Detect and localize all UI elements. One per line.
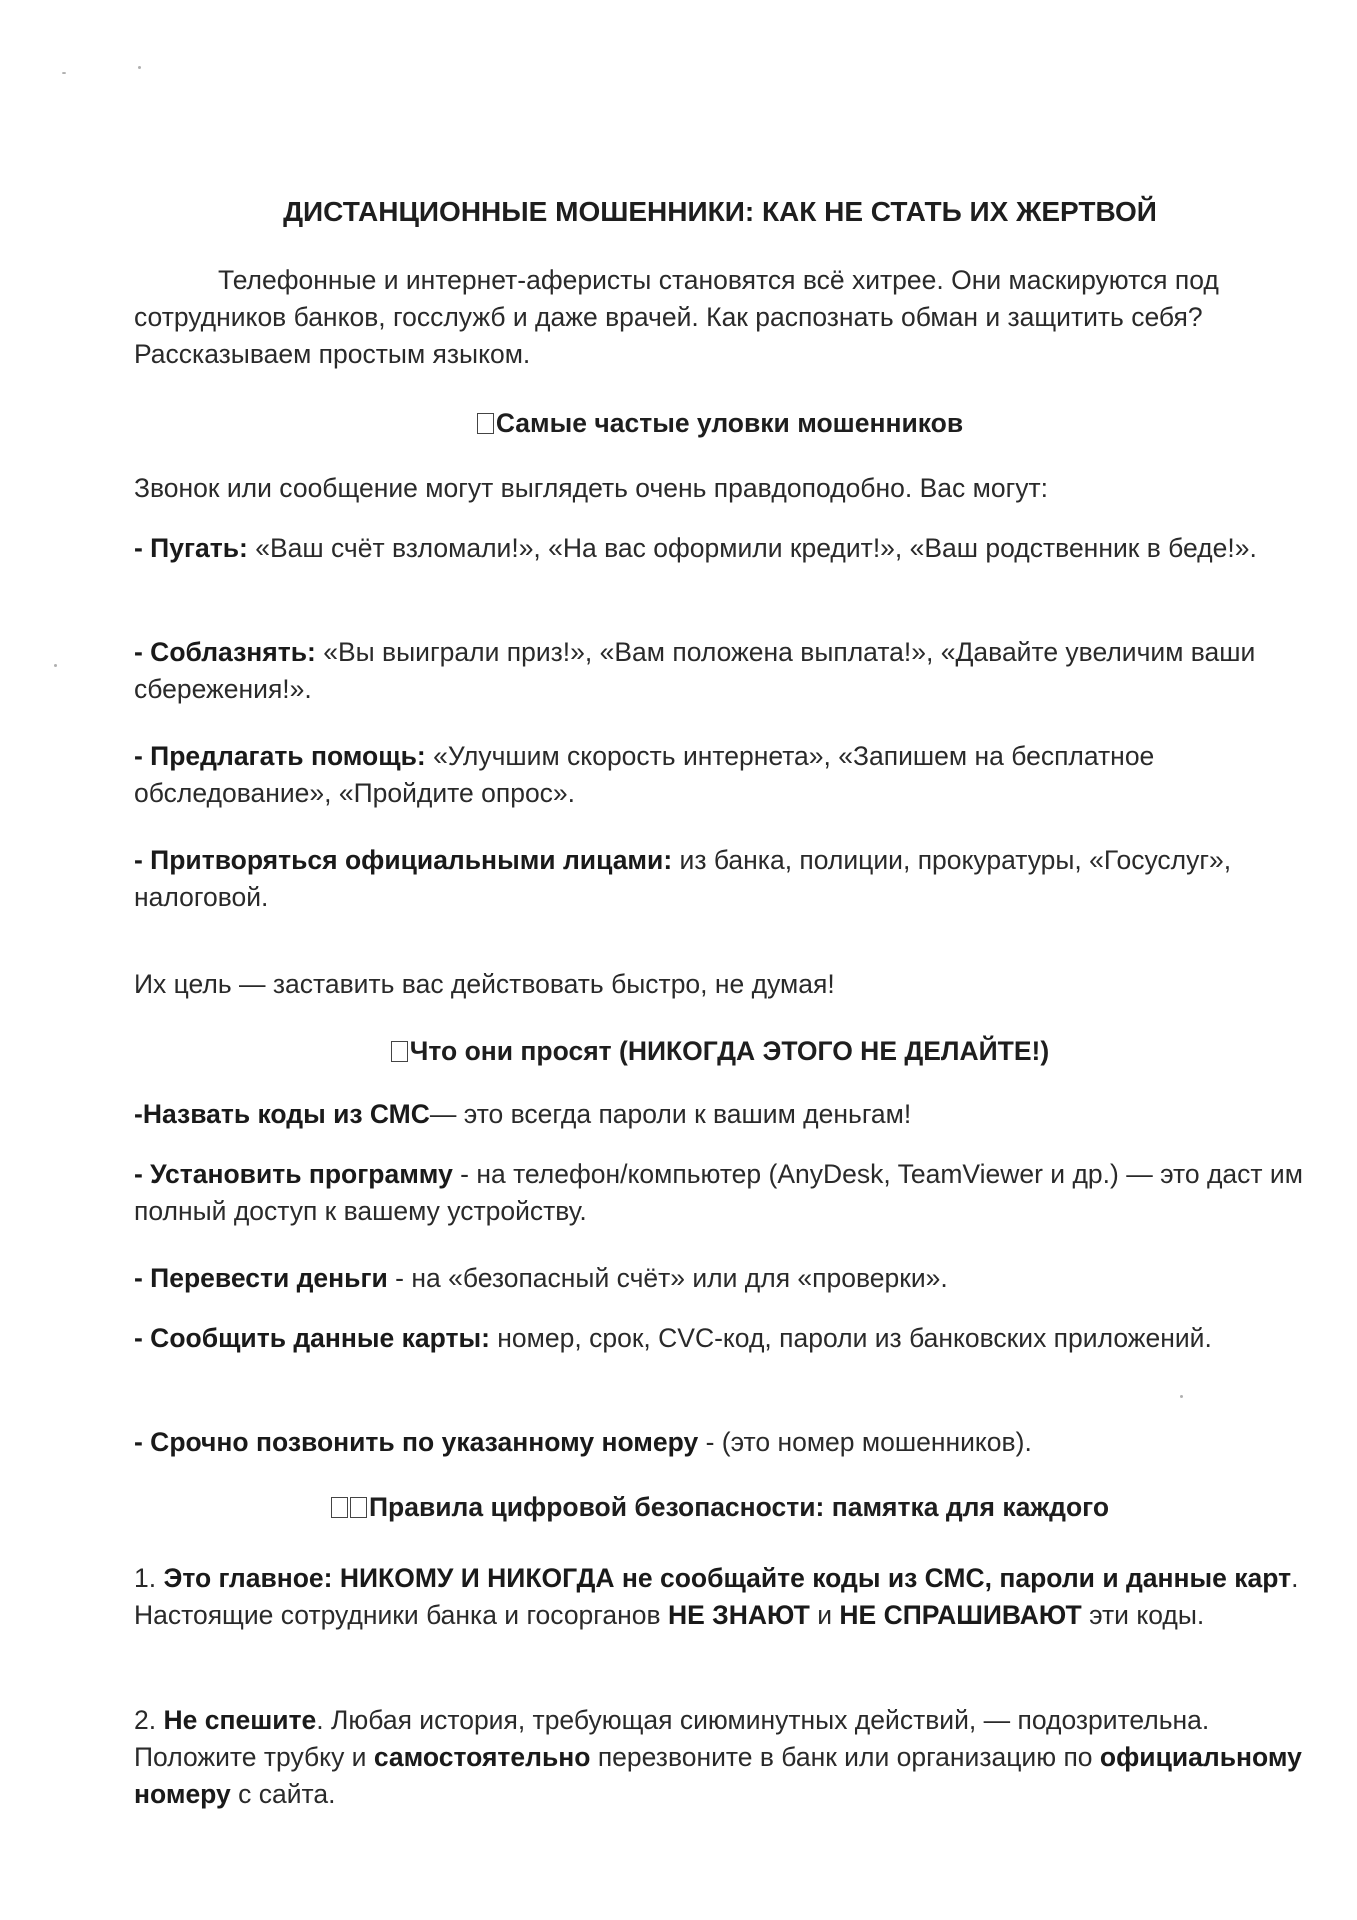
item-label: - Перевести деньги <box>134 1263 388 1293</box>
rule-text: . Любая история, требующая сиюминутных действий, — подозрительна. Положите трубку и <box>134 1705 1210 1772</box>
scan-speck <box>62 72 66 74</box>
section-heading-text: Что они просят (НИКОГДА ЭТОГО НЕ ДЕЛАЙТЕ!) <box>409 1036 1050 1066</box>
list-item <box>134 1320 1324 1357</box>
section-heading-rules <box>0 1492 1357 1523</box>
section-heading-requests <box>0 1036 1357 1067</box>
item-label: -Назвать коды из СМС <box>134 1099 430 1129</box>
item-text: - на телефон/компьютер (AnyDesk, TeamViewer и др.) — это даст им полный доступ к вашему устройству. <box>134 1159 1303 1226</box>
rule-bold: Это главное: НИКОМУ И НИКОГДА не сообщайте коды из СМС, пароли и данные карт <box>163 1563 1292 1593</box>
item-text: номер, срок, CVC-код, пароли из банковских приложений. <box>489 1323 1212 1353</box>
item-text: из банка, полиции, прокуратуры, «Госуслуг», налоговой. <box>134 845 1232 912</box>
rule-bold: НЕ СПРАШИВАЮТ <box>839 1600 1082 1630</box>
rule-number: 2. <box>134 1705 164 1735</box>
item-text: «Ваш счёт взломали!», «На вас оформили кредит!», «Ваш родственник в беде!». <box>247 533 1257 563</box>
emoji-placeholder-icon <box>350 1497 367 1518</box>
list-item <box>134 842 1324 916</box>
rule-bold: Не спешите <box>163 1705 317 1735</box>
list-item <box>134 1260 1324 1297</box>
item-label: - Установить программу <box>134 1159 453 1189</box>
tricks-lead: Звонок или сообщение могут выглядеть очень правдоподобно. Вас могут: <box>134 473 1048 503</box>
rule-bold: официальному номеру <box>134 1742 1302 1809</box>
list-item <box>134 1096 1324 1133</box>
item-label: - Предлагать помощь: <box>134 741 426 771</box>
item-text: — это всегда пароли к вашим деньгам! <box>429 1099 912 1129</box>
intro-paragraph: Телефонные и интернет-аферисты становятся всё хитрее. Они маскируются под сотрудников банков, госслужб и даже врачей. Как распознать обман и защитить себя? Рассказываем простым языком. <box>134 265 1219 369</box>
list-item <box>134 530 1324 567</box>
item-label: - Сообщить данные карты: <box>134 1323 490 1353</box>
list-item <box>134 1424 1324 1461</box>
rule-item <box>134 1702 1324 1813</box>
rule-bold: НЕ ЗНАЮТ <box>667 1600 810 1630</box>
rule-bold: самостоятельно <box>373 1742 591 1772</box>
page-title: ДИСТАНЦИОННЫЕ МОШЕННИКИ: КАК НЕ СТАТЬ ИХ ЖЕРТВОЙ <box>283 196 1157 227</box>
section-heading-tricks <box>0 408 1357 439</box>
item-label: - Срочно позвонить по указанному номеру <box>134 1427 699 1457</box>
scan-speck <box>138 66 141 69</box>
item-label: - Пугать: <box>134 533 248 563</box>
tricks-goal: Их цель — заставить вас действовать быстро, не думая! <box>134 969 835 999</box>
item-text: «Вы выиграли приз!», «Вам положена выплата!», «Давайте увеличим ваши сбережения!». <box>134 637 1256 704</box>
list-item <box>134 738 1324 812</box>
emoji-placeholder-icon <box>477 413 494 434</box>
rule-text: . Настоящие сотрудники банка и госорганов <box>134 1563 1299 1630</box>
item-text: «Улучшим скорость интернета», «Запишем на бесплатное обследование», «Пройдите опрос». <box>134 741 1155 808</box>
rule-text: с сайта. <box>230 1779 336 1809</box>
list-item <box>134 634 1324 708</box>
emoji-placeholder-icon <box>331 1497 348 1518</box>
item-text: - (это номер мошенников). <box>698 1427 1032 1457</box>
item-text: - на «безопасный счёт» или для «проверки». <box>387 1263 948 1293</box>
rule-text: и <box>809 1600 840 1630</box>
emoji-placeholder-icon <box>391 1041 408 1062</box>
list-item <box>134 1156 1324 1230</box>
rule-text: перезвоните в банк или организацию по <box>590 1742 1100 1772</box>
section-heading-text: Самые частые уловки мошенников <box>495 408 964 438</box>
rule-item <box>134 1560 1324 1634</box>
item-label: - Соблазнять: <box>134 637 316 667</box>
rule-number: 1. <box>134 1563 164 1593</box>
scan-speck <box>1180 1395 1183 1398</box>
rule-text: эти коды. <box>1081 1600 1205 1630</box>
scan-speck <box>54 664 57 667</box>
section-heading-text: Правила цифровой безопасности: памятка для каждого <box>368 1492 1110 1522</box>
item-label: - Притворяться официальными лицами: <box>134 845 673 875</box>
